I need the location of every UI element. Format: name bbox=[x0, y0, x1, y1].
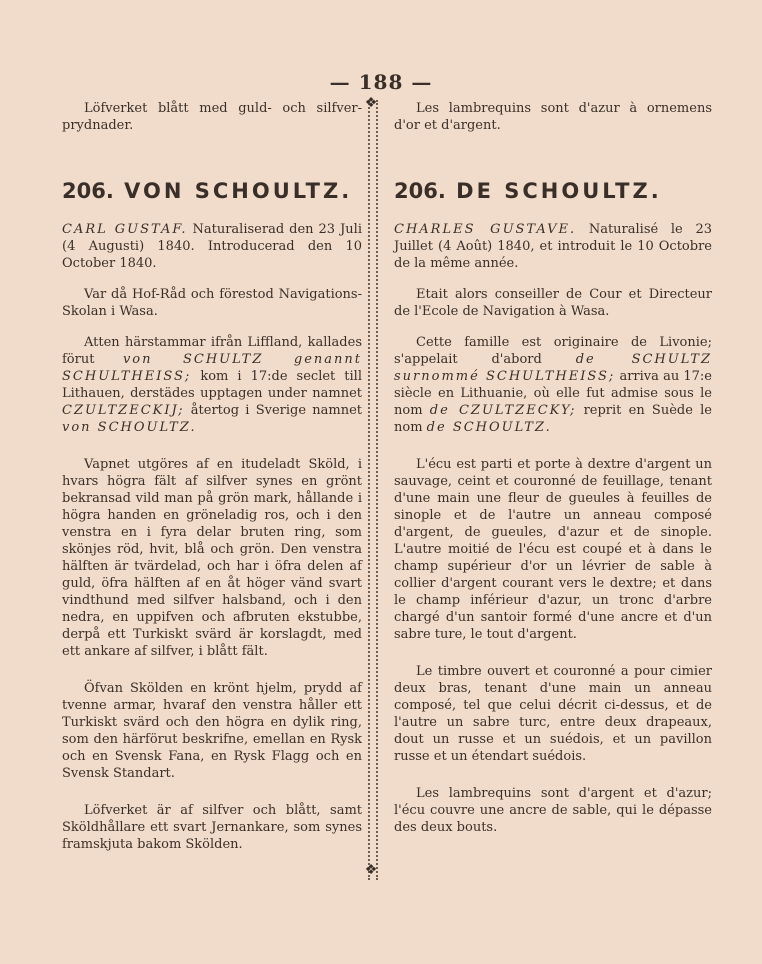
sv-person-name: CARL GUSTAF. bbox=[62, 222, 188, 237]
sv-naturalization-text: Naturaliserad den 23 Juli (4 Augusti) 1840. Introducerad den 10 October 1840. bbox=[62, 222, 362, 271]
fr-naturalization-paragraph bbox=[394, 221, 712, 272]
sv-arms-paragraph: Vapnet utgöres af en itudeladt Sköld, i hvars högra fält af silfver synes en grönt bekransad vild man på grön mark, hållande i högra handen en gröneladig ros, och i den venstra en i fyra delar bruten ring, som skönjes röd, hvit, blå och grön. Den venstra hälften är tvärdelad, och har i öfra delen af guld, öfra hälften af en åt höger vänd svart vindthund med silfver halsband, och i den nedra, en uppifven och afbruten ekstubbe, derpå ett Turkiskt svärd är korslagdt, med ett ankare af silfver, i blått fält. bbox=[62, 457, 362, 659]
fr-arms-paragraph: L'écu est parti et porte à dextre d'argent un sauvage, ceint et couronné de feuillage, tenant d'une main une fleur de gueules à feuilles de sinople et de l'autre un anneau composé d'argent, de gueules, d'azur et de sinople. L'autre moitié de l'écu est coupé et à dans le champ supérieur d'or un lévrier de sable à collier d'argent courant vers le dextre; et dans le champ inférieur d'azur, un tronc d'arbre chargé d'un santoir formé d'une ancre et d'un sabre ture, le tout d'argent. bbox=[394, 457, 712, 642]
column-divider bbox=[368, 100, 378, 880]
fr-origin-paragraph bbox=[394, 334, 712, 436]
fr-office-paragraph: Etait alors conseiller de Cour et Directeur de l'Ecole de Navigation à Wasa. bbox=[394, 287, 712, 319]
french-column bbox=[394, 100, 712, 836]
sv-origin-name-3: von SCHOULTZ. bbox=[62, 420, 197, 435]
fr-mantling-paragraph: Les lambrequins sont d'argent et d'azur; l'écu couvre une ancre de sable, qui le dépasse des deux bouts. bbox=[394, 786, 712, 835]
sv-naturalization-paragraph bbox=[62, 221, 362, 272]
fr-origin-name-1: de SCHULTZ surnommé SCHULTHEISS; bbox=[394, 352, 712, 384]
fr-origin-text-c: reprit en Suède le nom bbox=[394, 403, 712, 435]
divider-ornament-bottom: ❖ bbox=[364, 862, 378, 878]
sv-origin-paragraph bbox=[62, 334, 362, 436]
fr-origin-text-b: arriva au 17:e siècle en Lithuanie, où elle fut admise sous le nom bbox=[394, 369, 712, 418]
fr-origin-text-a: Cette famille est originaire de Livonie; s'appelait d'abord bbox=[394, 335, 712, 367]
sv-lambrequin-text: Löfverket blått med guld- och silfver-prydnader. bbox=[62, 101, 362, 133]
sv-origin-text-a: Atten härstammar ifrån Liffland, kallades förut bbox=[62, 335, 362, 367]
swedish-column bbox=[62, 100, 362, 853]
fr-entry-number: 206. bbox=[394, 179, 446, 203]
sv-family-name: VON SCHOULTZ. bbox=[124, 179, 353, 203]
divider-ornament-top: ❖ bbox=[364, 95, 378, 111]
sv-crest-paragraph: Öfvan Skölden en krönt hjelm, prydd af tvenne armar, hvaraf den venstra håller ett Turkiskt svärd och den högra en dylik ring, som den härförut beskrifne, emellan en Rysk och en Svensk Fana, en Rysk Flagg och en Svensk Standart. bbox=[62, 681, 362, 781]
fr-entry-heading bbox=[394, 179, 712, 203]
sv-origin-text-c: återtog i Sverige namnet bbox=[184, 403, 362, 418]
sv-entry-heading bbox=[62, 179, 362, 203]
fr-person-name: CHARLES GUSTAVE. bbox=[394, 222, 577, 237]
sv-origin-name-2: CZULTZECKIJ; bbox=[62, 403, 185, 418]
fr-origin-name-2: de CZULTZECKY; bbox=[429, 403, 577, 418]
sv-office-paragraph: Var då Hof-Råd och förestod Navigations-Skolan i Wasa. bbox=[62, 287, 362, 319]
sv-origin-text-b: kom i 17:de seclet till Lithauen, derstädes upptagen under namnet bbox=[62, 369, 362, 401]
sv-entry-number: 206. bbox=[62, 179, 114, 203]
sv-mantling-paragraph: Löfverket är af silfver och blått, samt Sköldhållare ett svart Jernankare, som synes framskjuta bakom Skölden. bbox=[62, 803, 362, 852]
fr-origin-name-3: de SCHOULTZ. bbox=[426, 420, 552, 435]
fr-lambrequin-text: Les lambrequins sont d'azur à ornemens d'or et d'argent. bbox=[394, 101, 712, 133]
fr-crest-paragraph: Le timbre ouvert et couronné a pour cimier deux bras, tenant d'une main un anneau composé, tel que celui décrit ci-dessus, et de l'autre un sabre turc, entre deux drapeaux, dout un russe et un suédois, et un pavillon russe et un étendart suédois. bbox=[394, 664, 712, 764]
page-number: — 188 — bbox=[329, 70, 433, 94]
fr-naturalization-text: Naturalisé le 23 Juillet (4 Août) 1840, et introduit le 10 Octobre de la même année. bbox=[394, 222, 712, 271]
sv-origin-name-1: von SCHULTZ genannt SCHULTHEISS; bbox=[62, 352, 362, 384]
fr-family-name: DE SCHOULTZ. bbox=[456, 179, 662, 203]
